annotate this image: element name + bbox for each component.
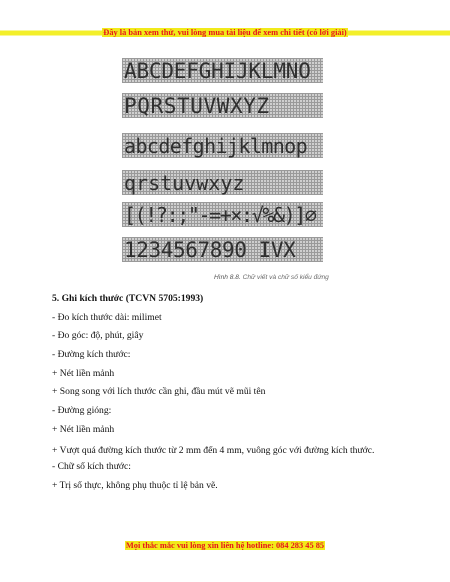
lettering-figure xyxy=(118,54,336,284)
list-item: + Vượt quá đường kích thước từ 2 mm đến 4 mm, vuông góc với đường kích thước. xyxy=(52,444,375,456)
list-item: + Song song với lích thước cần ghi, đầu mút vẽ mũi tên xyxy=(52,386,266,398)
glyph-row-text: [(!?:;"-=+×:√%&)]∅ xyxy=(124,202,316,227)
glyph-row-symbols xyxy=(122,202,323,227)
glyph-row-text: ABCDEFGHIJKLMNO xyxy=(124,58,311,83)
list-item: - Chữ số kích thước: xyxy=(52,461,131,473)
glyph-row-text: 1234567890 IVX xyxy=(124,237,296,262)
preview-notice-banner xyxy=(0,28,450,37)
glyph-row-lowercase-1 xyxy=(122,133,323,158)
section-body xyxy=(52,292,412,498)
hotline-text: Mọi thắc mắc vui lòng xin liên hệ hotline: 084 283 45 85 xyxy=(125,541,325,550)
list-item: - Đường gióng: xyxy=(52,405,112,417)
figure-caption-label: Hình 8.8. xyxy=(214,274,241,281)
glyph-row-lowercase-2 xyxy=(122,170,323,195)
preview-notice-text: Đây là bản xem thử, vui lòng mua tài liệu để xem chi tiết (có lời giải) xyxy=(103,28,347,37)
glyph-row-text: abcdefghijklmnop xyxy=(124,133,308,158)
glyph-row-digits xyxy=(122,237,323,262)
hotline-banner xyxy=(0,541,450,550)
glyph-row-text: qrstuvwxyz xyxy=(124,170,245,195)
list-item: + Nét liền mảnh xyxy=(52,367,115,379)
figure-caption xyxy=(214,274,329,281)
list-item: - Đường kích thước: xyxy=(52,349,131,361)
list-item: + Nét liền mảnh xyxy=(52,423,115,435)
section-heading: 5. Ghi kích thước (TCVN 5705:1993) xyxy=(52,293,204,304)
list-item: + Trị số thực, không phụ thuộc tỉ lệ bản vẽ. xyxy=(52,479,218,491)
glyph-row-uppercase-1 xyxy=(122,58,323,83)
list-item: - Đo góc: độ, phút, giây xyxy=(52,330,144,342)
figure-caption-text: Chữ viết và chữ số kiểu đứng xyxy=(242,274,329,281)
glyph-row-text: PQRSTUVWXYZ xyxy=(124,93,270,118)
list-item: - Đo kích thước dài: milimet xyxy=(52,311,162,323)
glyph-row-uppercase-2 xyxy=(122,93,323,118)
